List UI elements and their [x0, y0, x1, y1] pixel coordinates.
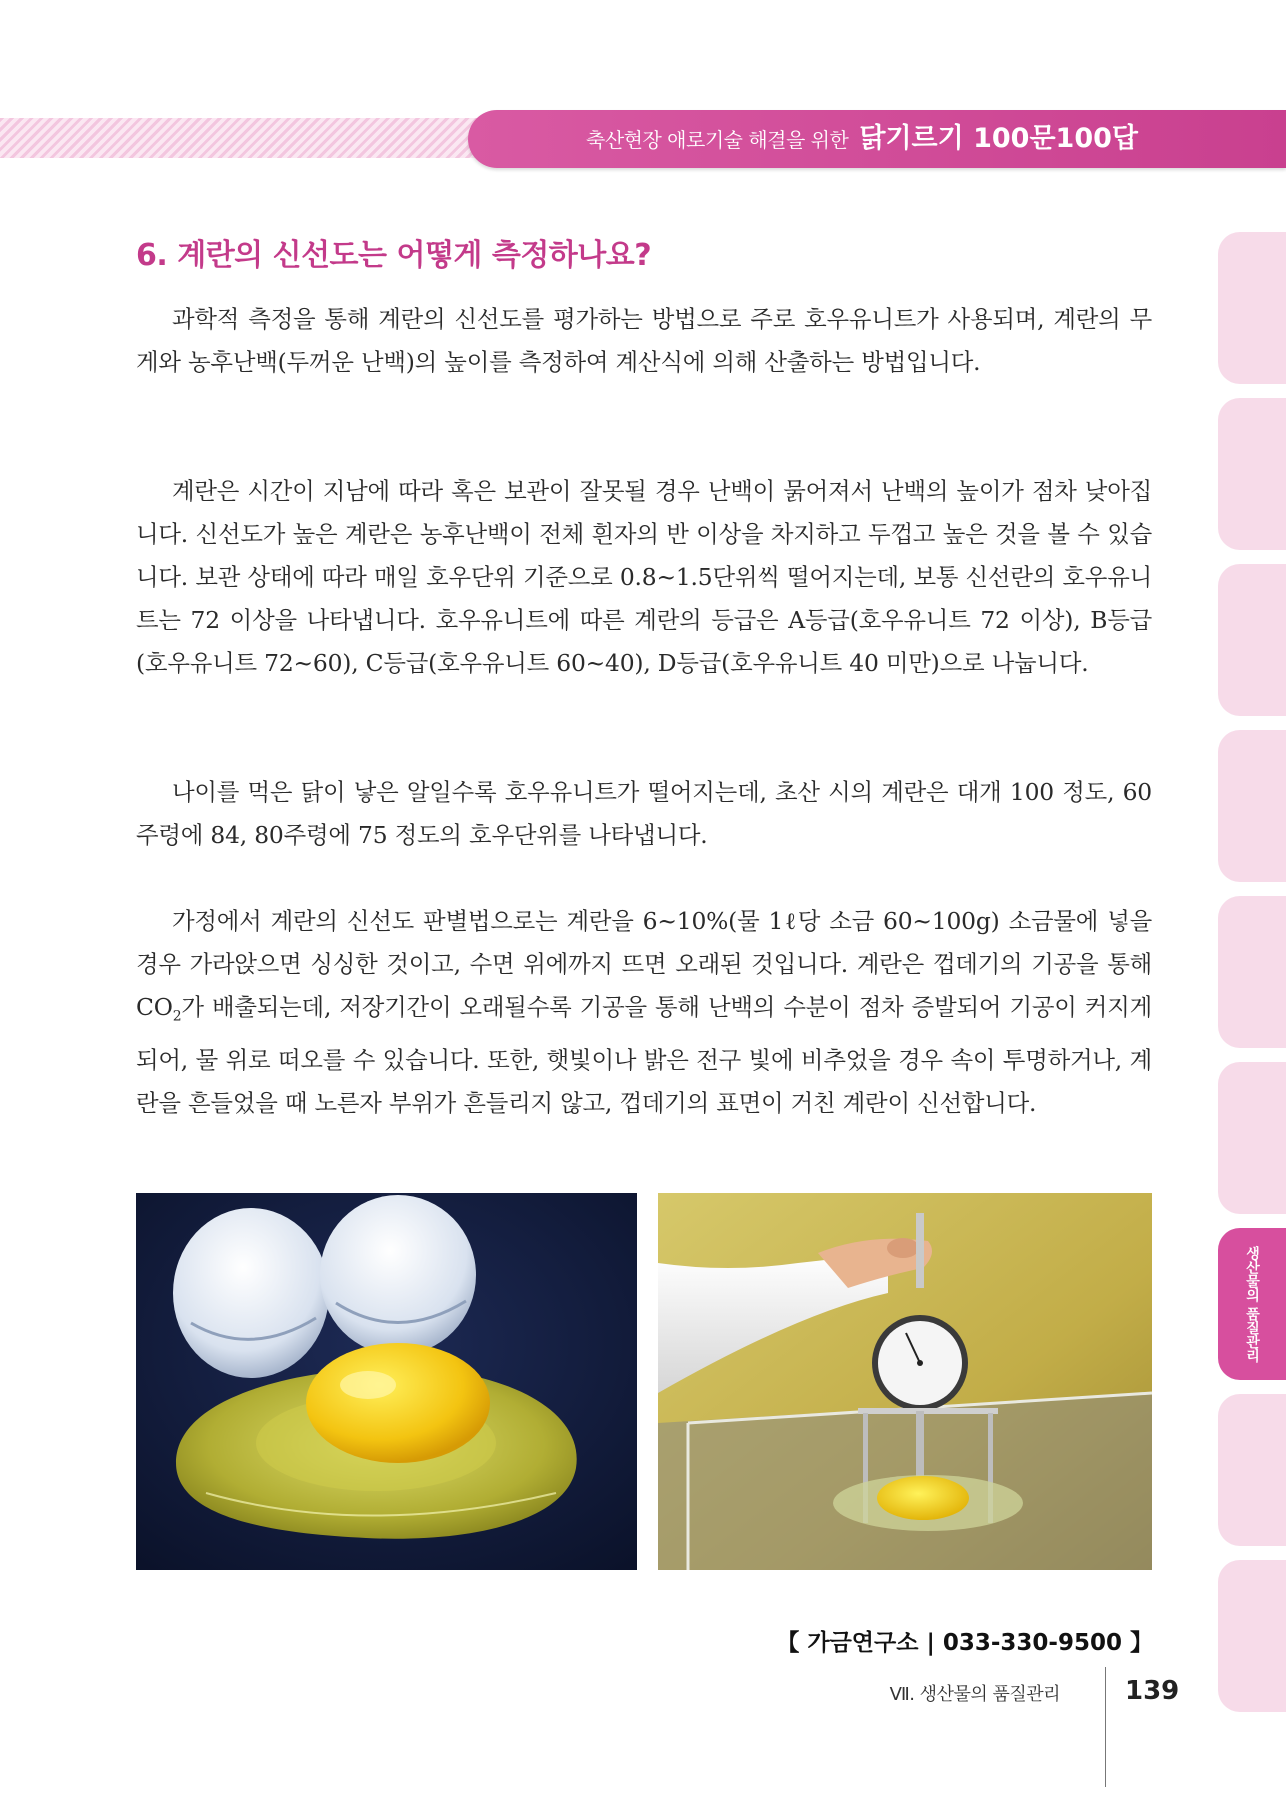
- paragraph-4-part-b: 가 배출되는데, 저장기간이 오래될수록 기공을 통해 난백의 수분이 점차 증발되어 기공이 커지게 되어, 물 위로 떠오를 수 있습니다. 또한, 햇빛이나 밝은 전구 빛에 비추었을 경우 속이 투명하거나, 계란을 흔들었을 때 노른자 부위가 흔들리지 않고, 껍데기의 표면이 거친 계란이 신선합니다.: [136, 993, 1152, 1117]
- gauge-measurement-illustration: [658, 1193, 1152, 1570]
- chapter-tab-label-active: 생산물의 품질관리: [1244, 1245, 1260, 1363]
- chapter-tab-3[interactable]: [1218, 564, 1286, 716]
- chapter-tab-label: [1218, 896, 1286, 1048]
- broken-egg-photo: [136, 1193, 637, 1570]
- chapter-tab-label: [1218, 730, 1286, 882]
- chapter-tab-4[interactable]: [1218, 730, 1286, 882]
- co2-subscript: 2: [172, 1008, 182, 1025]
- page-number: 139: [1125, 1676, 1180, 1706]
- paragraph-2: 계란은 시간이 지남에 따라 혹은 보관이 잘못될 경우 난백이 묽어져서 난백의 높이가 점차 낮아집니다. 신선도가 높은 계란은 농후난백이 전체 흰자의 반 이상을 차지하고 두껍고 높은 것을 볼 수 있습니다. 보관 상태에 따라 매일 호우단위 기준으로 0.8~1.5단위씩 떨어지는데, 보통 신선란의 호우유니트는 72 이상을 나타냅니다. 호우유니트에 따른 계란의 등급은 A등급(호우유니트 72 이상), B등급(호우유니트 72~60), C등급(호우유니트 60~40), D등급(호우유니트 40 미만)으로 나눕니다.: [136, 477, 1152, 677]
- chapter-tab-label: [1218, 1560, 1286, 1712]
- paragraph-4-part-a: 가정에서 계란의 신선도 판별법으로는 계란을 6~10%(물 1ℓ당 소금 60~100g) 소금물에 넣을 경우 가라앉으면 싱싱한 것이고, 수면 위에까지 뜨면 오래된 것입니다. 계란은 껍데기의 기공을 통해 CO: [136, 907, 1152, 1021]
- question-title: 6. 계란의 신선도는 어떻게 측정하나요?: [136, 238, 652, 273]
- chapter-tab-label: [1218, 232, 1286, 384]
- header-subtitle: 축산현장 애로기술 해결을 위한: [586, 128, 849, 152]
- chapter-tab-label: [1218, 398, 1286, 550]
- broken-egg-illustration: [136, 1193, 637, 1570]
- chapter-tab-6[interactable]: [1218, 1062, 1286, 1214]
- header-stripe-decoration: [0, 118, 520, 158]
- contact-info: 【 가금연구소 | 033-330-9500 】: [776, 1630, 1153, 1656]
- header-book-title: 닭기르기 100문100답: [859, 123, 1138, 154]
- paragraph-4: [136, 900, 1152, 1125]
- haugh-unit-gauge-photo: [658, 1193, 1152, 1570]
- chapter-tab-9[interactable]: [1218, 1560, 1286, 1712]
- footer-chapter-title: Ⅶ. 생산물의 품질관리: [889, 1684, 1060, 1705]
- chapter-tab-8[interactable]: [1218, 1394, 1286, 1546]
- chapter-tab-quality-management[interactable]: [1218, 1228, 1286, 1380]
- chapter-tab-1[interactable]: [1218, 232, 1286, 384]
- header-title-group: [586, 110, 1138, 168]
- chapter-tab-label: [1218, 1062, 1286, 1214]
- chapter-tab-label: [1218, 564, 1286, 716]
- chapter-tab-5[interactable]: [1218, 896, 1286, 1048]
- chapter-tab-2[interactable]: [1218, 398, 1286, 550]
- chapter-tab-label: [1218, 1394, 1286, 1546]
- footer-divider: [1105, 1667, 1106, 1787]
- paragraph-1: 과학적 측정을 통해 계란의 신선도를 평가하는 방법으로 주로 호우유니트가 사용되며, 계란의 무게와 농후난백(두꺼운 난백)의 높이를 측정하여 계산식에 의해 산출하는 방법입니다.: [136, 305, 1152, 376]
- paragraph-3: 나이를 먹은 닭이 낳은 알일수록 호우유니트가 떨어지는데, 초산 시의 계란은 대개 100 정도, 60주령에 84, 80주령에 75 정도의 호우단위를 나타냅니다.: [136, 778, 1152, 849]
